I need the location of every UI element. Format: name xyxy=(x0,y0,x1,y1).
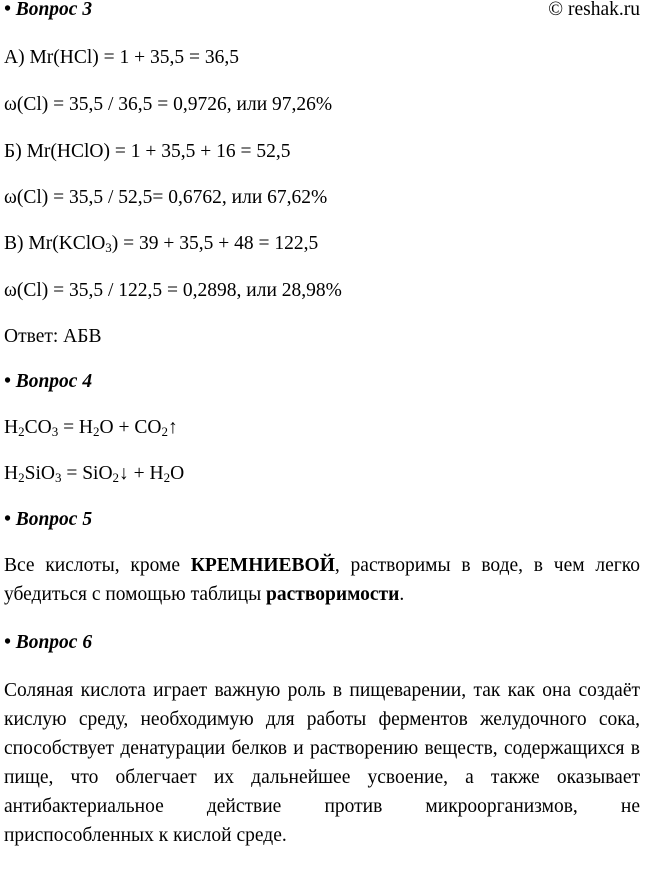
formula-subscript: 2 xyxy=(18,424,25,439)
question-4-heading: • Вопрос 4 xyxy=(4,371,93,392)
q3-a-molar-mass: А) Mr(HCl) = 1 + 35,5 = 36,5 xyxy=(4,47,240,68)
formula-part: SiO xyxy=(24,463,55,484)
formula-part: O + CO xyxy=(99,417,162,438)
formula-part: = SiO xyxy=(61,463,113,484)
formula-subscript: 2 xyxy=(163,470,171,485)
formula-part: O xyxy=(170,463,185,484)
formula-part: CO xyxy=(24,417,52,438)
bold-term: КРЕМНИЕВОЙ xyxy=(190,555,335,576)
formula-part: ) = 39 + 35,5 + 48 = 122,5 xyxy=(111,233,319,254)
q3-a-fraction: ω(Cl) = 35,5 / 36,5 = 0,9726, или 97,26% xyxy=(4,94,333,115)
site-watermark: © reshak.ru xyxy=(548,0,640,20)
q3-b-molar-mass: Б) Mr(HClO) = 1 + 35,5 + 16 = 52,5 xyxy=(4,141,291,162)
formula-part: H xyxy=(4,463,19,484)
question-3-heading: • Вопрос 3 xyxy=(4,0,93,20)
question-5-heading: • Вопрос 5 xyxy=(4,509,93,530)
q3-c-fraction: ω(Cl) = 35,5 / 122,5 = 0,2898, или 28,98% xyxy=(4,280,342,301)
formula-part: В) Mr(KClO xyxy=(4,233,106,254)
formula-part: ↓ + H xyxy=(119,463,164,484)
bold-term: растворимости xyxy=(266,584,400,605)
equation-1 xyxy=(4,416,178,440)
formula-subscript: 3 xyxy=(105,240,112,255)
formula-subscript: 2 xyxy=(161,424,168,439)
q6-text: Соляная кислота играет важную роль в пищеварении, так как она создаёт кислую среду, необходимую для работы ферментов желудочного сока, способствует денатурации белков и растворению веществ, содержащихся в пище, что облегчает их дальнейшее усвоение, а также оказывает антибактериальное действие против микроорганизмов, не приспособленных к кислой среде. xyxy=(4,680,640,846)
text-part: . xyxy=(399,584,405,605)
formula-subscript: 3 xyxy=(51,424,59,439)
formula-part: = H xyxy=(58,417,94,438)
formula-subscript: 3 xyxy=(54,470,62,485)
q3-c-molar-mass xyxy=(4,232,318,256)
q5-text xyxy=(4,551,640,609)
q3-b-fraction: ω(Cl) = 35,5 / 52,5= 0,6762, или 67,62% xyxy=(4,187,328,208)
equation-2 xyxy=(4,462,184,486)
text-part: Все кислоты, кроме xyxy=(4,555,191,576)
formula-subscript: 2 xyxy=(112,470,120,485)
question-6-heading: • Вопрос 6 xyxy=(4,632,93,653)
formula-part: H xyxy=(4,417,19,438)
gas-arrow-icon: ↑ xyxy=(167,417,178,438)
text-part: , растворимы в воде, в чем легко убедиться с помощью таблицы xyxy=(4,555,640,605)
q3-answer: Ответ: АБВ xyxy=(4,326,102,347)
formula-subscript: 2 xyxy=(93,424,100,439)
formula-subscript: 2 xyxy=(18,470,25,485)
